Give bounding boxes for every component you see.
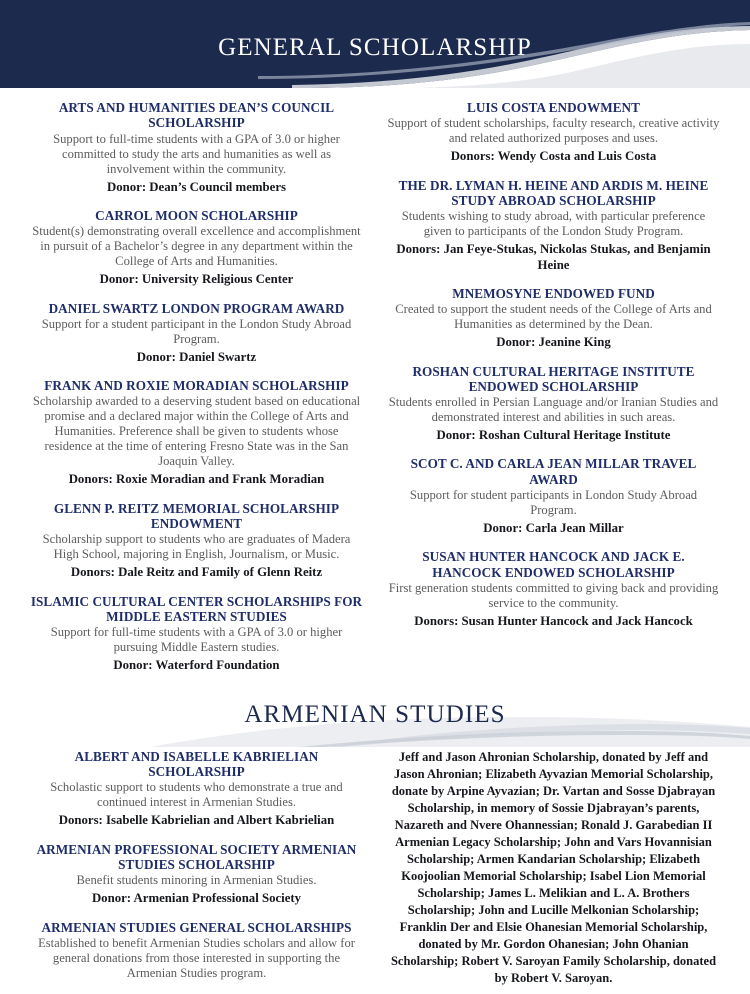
scholarship-description: Support for student participants in London Study Abroad Program. [409, 488, 698, 518]
scholarship-donor: Donors: Isabelle Kabrielian and Albert Kabrielian [58, 813, 335, 828]
armenian-right-column [375, 749, 736, 987]
scholarship-title: ARTS AND HUMANITIES DEAN’S COUNCIL SCHOLARSHIP [58, 100, 335, 131]
general-scholarship-section [0, 88, 750, 687]
scholarship-title: DANIEL SWARTZ LONDON PROGRAM AWARD [48, 300, 345, 316]
general-scholarship-columns [14, 100, 736, 687]
scholarship-title: ALBERT AND ISABELLE KABRIELIAN SCHOLARSHIP [74, 748, 319, 779]
scholarship-entry [30, 920, 363, 981]
page-title: GENERAL SCHOLARSHIP [218, 34, 532, 61]
scholarship-entry [387, 364, 720, 444]
scholarship-description: Scholarship support to students who are graduates of Madera High School, majoring in English, Journalism, or Music. [42, 532, 351, 562]
scholarship-title: ARMENIAN STUDIES GENERAL SCHOLARSHIPS [41, 919, 352, 935]
scholarship-description: Support for a student participant in the London Study Abroad Program. [41, 316, 352, 346]
armenian-studies-banner [0, 691, 750, 747]
scholarship-description: First generation students committed to giving back and providing service to the community. [388, 581, 719, 611]
scholarship-donor: Donor: Roshan Cultural Heritage Institute [436, 428, 671, 443]
scholarship-donor: Donors: Dale Reitz and Family of Glenn Reitz [70, 565, 323, 580]
scholarship-entry [387, 286, 720, 351]
scholarship-description: Support for full-time students with a GPA of 3.0 or higher pursuing Middle Eastern studies. [50, 625, 343, 655]
scholarship-donor: Donor: University Religious Center [99, 272, 294, 287]
scholarship-entry [30, 842, 363, 907]
scholarship-description: Support of student scholarships, faculty research, creative activity and related authorized purposes and uses. [387, 116, 720, 146]
scholarship-description: Scholarship awarded to a deserving student based on educational promise and a declared major within the College of Arts and Humanities. Preference shall be given to students whose residence at the time of entering Fresno State was in the San Joaquin Valley. [32, 394, 361, 469]
scholarship-title: THE DR. LYMAN H. HEINE AND ARDIS M. HEINE STUDY ABROAD SCHOLARSHIP [398, 177, 709, 208]
scholarship-title: SUSAN HUNTER HANCOCK AND JACK E. HANCOCK ENDOWED SCHOLARSHIP [422, 549, 685, 580]
scholarship-donor: Donor: Jeanine King [496, 335, 611, 350]
scholarship-description: Support to full-time students with a GPA of 3.0 or higher committed to study the arts and humanities as well as involvement within the community. [53, 131, 340, 176]
scholarship-entry [387, 178, 720, 273]
scholarship-description: Established to benefit Armenian Studies scholars and allow for general donations from those interested in supporting the Armenian Studies program. [38, 935, 355, 980]
scholarship-entry [30, 749, 363, 829]
armenian-studies-title: ARMENIAN STUDIES [244, 700, 506, 728]
armenian-left-column [14, 749, 375, 994]
scholarship-donor: Donors: Jan Feye-Stukas, Nickolas Stukas, and Benjamin Heine [396, 242, 711, 272]
scholarship-title: ISLAMIC CULTURAL CENTER SCHOLARSHIPS FOR MIDDLE EASTERN STUDIES [30, 593, 363, 624]
scholarship-entry [30, 378, 363, 488]
scholarship-description: Benefit students minoring in Armenian Studies. [76, 873, 317, 888]
scholarship-entry [30, 501, 363, 581]
scholarship-title: ARMENIAN PROFESSIONAL SOCIETY ARMENIAN STUDIES SCHOLARSHIP [36, 841, 357, 872]
general-scholarship-banner [0, 0, 750, 88]
scholarship-donor: Donor: Daniel Swartz [136, 349, 257, 364]
general-right-column [375, 100, 736, 642]
scholarship-title: MNEMOSYNE ENDOWED FUND [452, 285, 655, 301]
scholarship-donor: Donors: Susan Hunter Hancock and Jack Hancock [414, 614, 693, 628]
scholarship-entry [387, 100, 720, 165]
armenian-donor-roll: Jeff and Jason Ahronian Scholarship, donated by Jeff and Jason Ahronian; Elizabeth Ayvazian Memorial Scholarship, donate by Arpine Ayvazian; Dr. Vartan and Sosse Djabrayan Scholarship, in memory of Sossie Djabrayan’s parents, Nazareth and Nvere Ohannessian; Ronald J. Garabedian II Armenian Legacy Scholarship; John and Vars Hovannisian Scholarship; Armen Kandarian Scholarship; Elizabeth Koojoolian Memorial Scholarship; Isabel Lion Memorial Scholarship; James L. Melikian and L. A. Brothers Scholarship; John and Lucille Melkonian Scholarship; Franklin Der and Elsie Ohanesian Memorial Scholarship, donated by Mr. Gordon Ohanesian; John Ohanian Scholarship; Robert V. Saroyan Family Scholarship, donated by Robert V. Saroyan. [390, 749, 717, 985]
scholarship-description: Scholastic support to students who demonstrate a true and continued interest in Armenian Studies. [50, 780, 343, 810]
scholarship-donor: Donor: Armenian Professional Society [91, 891, 302, 906]
scholarship-donor: Donors: Roxie Moradian and Frank Moradian [68, 472, 325, 487]
armenian-studies-section [0, 747, 750, 994]
scholarship-title: SCOT C. AND CARLA JEAN MILLAR TRAVEL AWARD [410, 456, 697, 487]
scholarship-title: LUIS COSTA ENDOWMENT [467, 100, 640, 115]
scholarship-description: Students enrolled in Persian Language and/or Iranian Studies and demonstrated interest and abilities in such areas. [388, 395, 719, 425]
scholarship-entry [387, 456, 720, 536]
armenian-studies-columns [14, 749, 736, 994]
scholarship-entry [30, 594, 363, 674]
scholarship-title: CARROL MOON SCHOLARSHIP [95, 207, 298, 223]
scholarship-donor: Donors: Wendy Costa and Luis Costa [450, 149, 657, 164]
scholarship-title: FRANK AND ROXIE MORADIAN SCHOLARSHIP [44, 378, 349, 394]
scholarship-description: Created to support the student needs of the College of Arts and Humanities as determined by the Dean. [395, 302, 712, 332]
scholarship-entry [30, 301, 363, 366]
scholarship-title: GLENN P. REITZ MEMORIAL SCHOLARSHIP ENDOWMENT [53, 500, 340, 532]
scholarship-donor: Donor: Dean’s Council members [106, 179, 287, 194]
scholarship-description: Student(s) demonstrating overall excellence and accomplishment in pursuit of a Bachelor’s degree in any department within the College of Arts and Humanities. [32, 224, 361, 269]
scholarship-entry [30, 100, 363, 195]
scholarship-donor: Donor: Waterford Foundation [113, 658, 280, 673]
scholarship-title: ROSHAN CULTURAL HERITAGE INSTITUTE ENDOWED SCHOLARSHIP [412, 363, 695, 394]
scholarship-description: Students wishing to study abroad, with particular preference given to participants of the London Study Program. [401, 209, 706, 239]
scholarship-donor: Donor: Carla Jean Millar [483, 521, 624, 536]
scholarship-entry [387, 549, 720, 629]
general-left-column [14, 100, 375, 687]
scholarship-entry [30, 208, 363, 288]
